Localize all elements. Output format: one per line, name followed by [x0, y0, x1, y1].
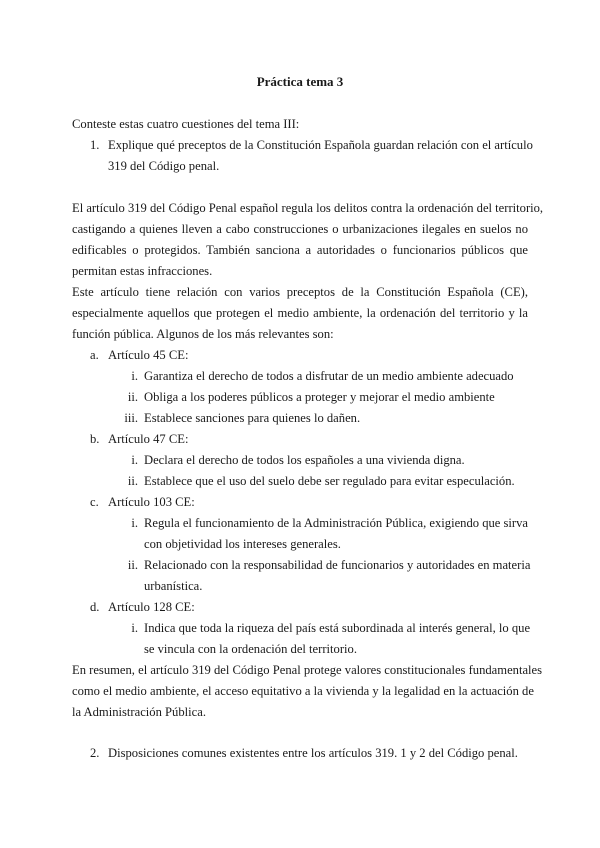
paragraph-2-line-3: función pública. Algunos de los más relevantes son:	[72, 327, 334, 341]
list-b-item-1-marker: i.	[131, 453, 138, 467]
question-1-number: 1.	[90, 138, 100, 152]
list-a-item-3-marker: iii.	[124, 411, 138, 425]
list-a-item-2-marker: ii.	[127, 390, 138, 404]
paragraph-2-line-1: Este artículo tiene relación con varios preceptos de la Constitución Española (CE),	[72, 285, 528, 299]
list-a-item-2-text: Obliga a los poderes públicos a proteger y mejorar el medio ambiente	[144, 390, 495, 404]
paragraph-3-line-1: En resumen, el artículo 319 del Código Penal protege valores constitucionales fundamentales	[72, 663, 543, 677]
list-b-item-1-text: Declara el derecho de todos los españoles a una vivienda digna.	[144, 453, 465, 467]
list-c-item-2-marker: ii.	[127, 558, 138, 572]
paragraph-1-line-2: castigando a quienes lleven a cabo construcciones o urbanizaciones ilegales en suelos no	[72, 222, 528, 236]
question-2-number: 2.	[90, 746, 100, 760]
document-title: Práctica tema 3	[256, 74, 344, 89]
list-c-item-2-line-2: urbanística.	[144, 579, 203, 593]
question-1-line-1: Explique qué preceptos de la Constitución Española guardan relación con el artículo	[108, 138, 533, 152]
list-c-item-1-line-2: con objetividad los intereses generales.	[144, 537, 341, 551]
list-c-item-1-marker: i.	[131, 516, 138, 530]
list-d-marker: d.	[90, 600, 100, 614]
paragraph-3-line-3: la Administración Pública.	[72, 705, 206, 719]
list-c-heading: Artículo 103 CE:	[108, 495, 195, 509]
list-d-heading: Artículo 128 CE:	[108, 600, 195, 614]
question-2-text: Disposiciones comunes existentes entre los artículos 319. 1 y 2 del Código penal.	[108, 746, 518, 760]
list-b-marker: b.	[90, 432, 100, 446]
paragraph-3-line-2: como el medio ambiente, el acceso equitativo a la vivienda y la legalidad en la actuación de	[72, 684, 534, 698]
list-d-item-1-line-2: se vincula con la ordenación del territorio.	[144, 642, 357, 656]
list-a-item-1-marker: i.	[131, 369, 138, 383]
intro-text: Conteste estas cuatro cuestiones del tema III:	[72, 117, 300, 131]
paragraph-1-line-1: El artículo 319 del Código Penal español regula los delitos contra la ordenación del territorio,	[72, 201, 544, 215]
list-a-heading: Artículo 45 CE:	[108, 348, 189, 362]
paragraph-1-line-4: permitan estas infracciones.	[72, 264, 213, 278]
list-b-heading: Artículo 47 CE:	[108, 432, 189, 446]
paragraph-2-line-2: especialmente aquellos que protegen el medio ambiente, la ordenación del territorio y la	[72, 306, 528, 320]
list-a-marker: a.	[90, 348, 99, 362]
list-d-item-1-line-1: Indica que toda la riqueza del país está subordinada al interés general, lo que	[144, 621, 531, 635]
list-a-item-3-text: Establece sanciones para quienes lo dañen.	[144, 411, 361, 425]
list-d-item-1-marker: i.	[131, 621, 138, 635]
list-a-item-1-text: Garantiza el derecho de todos a disfrutar de un medio ambiente adecuado	[144, 369, 514, 383]
paragraph-1-line-3: edificables o protegidos. También sanciona a autoridades o funcionarios públicos que	[72, 243, 528, 257]
list-c-item-2-line-1: Relacionado con la responsabilidad de funcionarios y autoridades en materia	[144, 558, 531, 572]
list-c-marker: c.	[90, 495, 99, 509]
list-c-item-1-line-1: Regula el funcionamiento de la Administración Pública, exigiendo que sirva	[144, 516, 529, 530]
list-b-item-2-text: Establece que el uso del suelo debe ser regulado para evitar especulación.	[144, 474, 515, 488]
list-b-item-2-marker: ii.	[127, 474, 138, 488]
question-1-line-2: 319 del Código penal.	[108, 159, 220, 173]
